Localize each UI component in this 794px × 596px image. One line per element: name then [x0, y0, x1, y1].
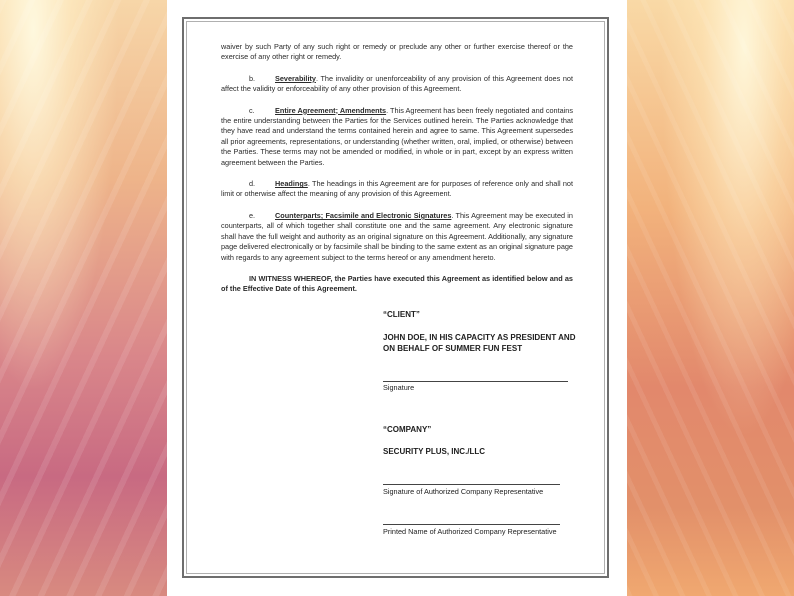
client-signature-line: [383, 381, 568, 382]
witness-statement: IN WITNESS WHEREOF, the Parties have executed this Agreement as identified below and as of the Effective Date of this Agreement.: [221, 273, 573, 294]
clause-entire-agreement: [221, 106, 573, 168]
clause-counterparts: [221, 211, 573, 263]
clause-text: . This Agreement has been freely negotiated and contains the entire understanding between the Parties for the Services outlined herein. The Parties acknowledge that they have read and understand the terms contained herein and agree to same. This Agreement supersedes all prior agreements, representations, or understanding (whether written, oral, implied, or otherwise) between the Parties. These terms may not be amended or modified, in whole or in part, except by an express written agreement between the Parties.: [221, 105, 573, 167]
clause-label: e.: [249, 210, 256, 220]
company-label: “COMPANY”: [383, 425, 432, 434]
clause-label: c.: [249, 105, 255, 115]
client-signature-caption: Signature: [383, 383, 415, 392]
client-name-line2: ON BEHALF OF SUMMER FUN FEST: [383, 344, 523, 353]
company-name: SECURITY PLUS, INC./LLC: [383, 447, 486, 456]
clause-headings: [221, 179, 573, 200]
background-right: [627, 0, 794, 596]
background-left: [0, 0, 167, 596]
clause-text: . The invalidity or unenforceability of any provision of this Agreement does not affect the validity or enforceability of any other provision of this Agreement.: [221, 73, 573, 94]
document-body: [221, 42, 573, 306]
clause-label: d.: [249, 179, 256, 189]
company-signature-line: [383, 484, 560, 485]
clause-severability: [221, 74, 573, 95]
clause-heading: Counterparts; Facsimile and Electronic Signatures: [275, 210, 452, 220]
clause-heading: Severability: [275, 73, 316, 83]
clause-text: . The headings in this Agreement are for purposes of reference only and shall not limit or otherwise affect the meaning of any provision of this Agreement.: [221, 179, 573, 199]
company-signature-caption: Signature of Authorized Company Representative: [383, 487, 544, 496]
clause-heading: Headings: [275, 179, 308, 189]
waiver-paragraph: waiver by such Party of any such right or remedy or preclude any other or further exercise thereof or the exercise of any other right or remedy.: [221, 42, 573, 62]
printed-name-caption: Printed Name of Authorized Company Representative: [383, 527, 557, 536]
clause-text: . This Agreement may be executed in counterparts, all of which together shall constitute one and the same agreement. Any electronic signature shall have the full weight and authority as an original signature on this Agreement. Additionally, any signature page delivered electronically or by facsimile shall be binding to the same extent as an original signature page with regards to any agreement subject to the terms hereof or any amendment hereto.: [221, 210, 573, 262]
client-name-line1: JOHN DOE, IN HIS CAPACITY AS PRESIDENT AND: [383, 333, 576, 342]
client-label: “CLIENT”: [383, 310, 420, 319]
clause-label: b.: [249, 73, 256, 83]
clause-heading: Entire Agreement; Amendments: [275, 105, 387, 115]
printed-name-line: [383, 524, 560, 525]
